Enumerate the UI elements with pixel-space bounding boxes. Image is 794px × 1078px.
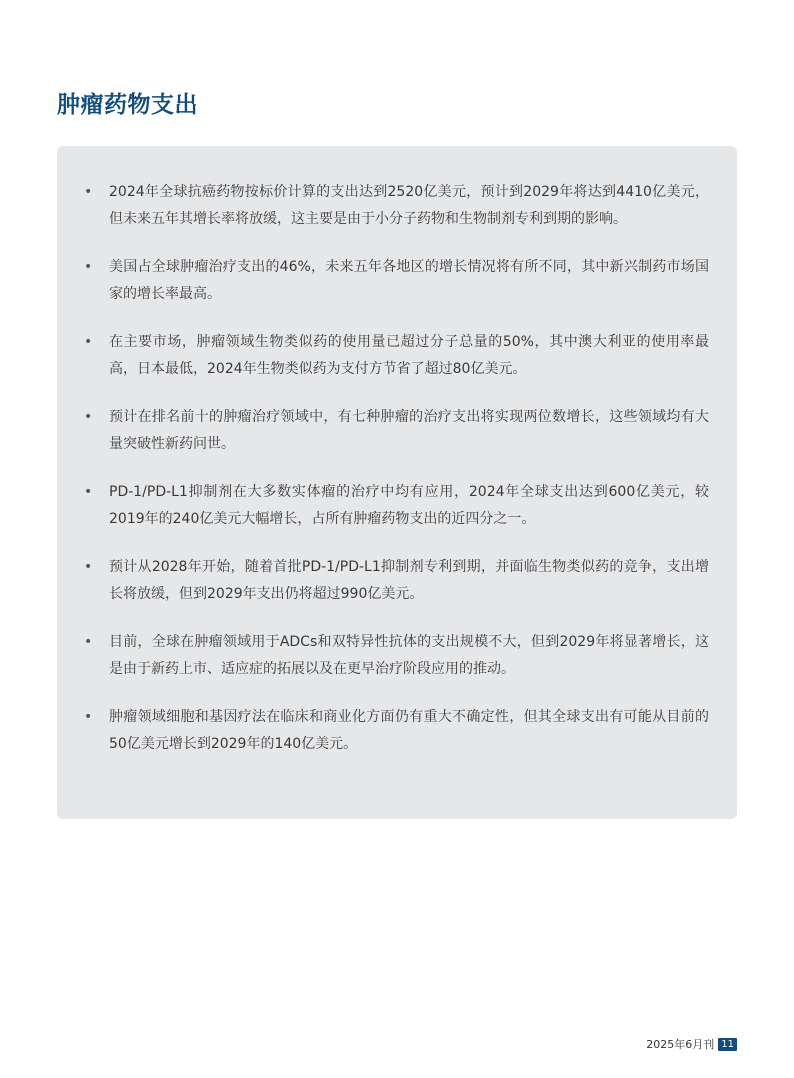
summary-box bbox=[57, 146, 737, 819]
list-item bbox=[83, 254, 709, 308]
list-item-text: 美国占全球肿瘤治疗支出的46%，未来五年各地区的增长情况将有所不同，其中新兴制药市场国家的增长率最高。 bbox=[109, 259, 709, 302]
page-title: 肿瘤药物支出 bbox=[57, 92, 198, 118]
list-item-text: PD-1/PD-L1抑制剂在大多数实体瘤的治疗中均有应用，2024年全球支出达到600亿美元，较2019年的240亿美元大幅增长，占所有肿瘤药物支出的近四分之一。 bbox=[109, 484, 709, 527]
bullet-icon: • bbox=[84, 559, 93, 575]
list-item bbox=[83, 704, 709, 758]
bullet-icon: • bbox=[84, 484, 93, 500]
list-item-text: 肿瘤领域细胞和基因疗法在临床和商业化方面仍有重大不确定性，但其全球支出有可能从目前的50亿美元增长到2029年的140亿美元。 bbox=[109, 709, 709, 752]
list-item bbox=[83, 404, 709, 458]
list-item bbox=[83, 179, 709, 233]
list-item-text: 预计从2028年开始，随着首批PD-1/PD-L1抑制剂专利到期，并面临生物类似药的竞争，支出增长将放缓，但到2029年支出仍将超过990亿美元。 bbox=[109, 559, 709, 602]
list-item-text: 2024年全球抗癌药物按标价计算的支出达到2520亿美元，预计到2029年将达到4410亿美元，但未来五年其增长率将放缓，这主要是由于小分子药物和生物制剂专利到期的影响。 bbox=[109, 184, 709, 227]
list-item-text: 目前，全球在肿瘤领域用于ADCs和双特异性抗体的支出规模不大，但到2029年将显著增长，这是由于新药上市、适应症的拓展以及在更早治疗阶段应用的推动。 bbox=[109, 634, 709, 677]
bullet-icon: • bbox=[84, 709, 93, 725]
bullet-list bbox=[83, 179, 709, 758]
page-number-badge: 11 bbox=[718, 1038, 737, 1051]
bullet-icon: • bbox=[84, 634, 93, 650]
list-item-text: 在主要市场，肿瘤领域生物类似药的使用量已超过分子总量的50%，其中澳大利亚的使用率最高，日本最低，2024年生物类似药为支付方节省了超过80亿美元。 bbox=[109, 334, 709, 377]
list-item bbox=[83, 329, 709, 383]
page-footer bbox=[646, 1036, 737, 1052]
list-item bbox=[83, 629, 709, 683]
list-item bbox=[83, 479, 709, 533]
bullet-icon: • bbox=[84, 409, 93, 425]
bullet-icon: • bbox=[84, 334, 93, 350]
list-item-text: 预计在排名前十的肿瘤治疗领域中，有七种肿瘤的治疗支出将实现两位数增长，这些领域均有大量突破性新药问世。 bbox=[109, 409, 709, 452]
bullet-icon: • bbox=[84, 184, 93, 200]
list-item bbox=[83, 554, 709, 608]
issue-label: 2025年6月刊 bbox=[646, 1038, 715, 1051]
bullet-icon: • bbox=[84, 259, 93, 275]
